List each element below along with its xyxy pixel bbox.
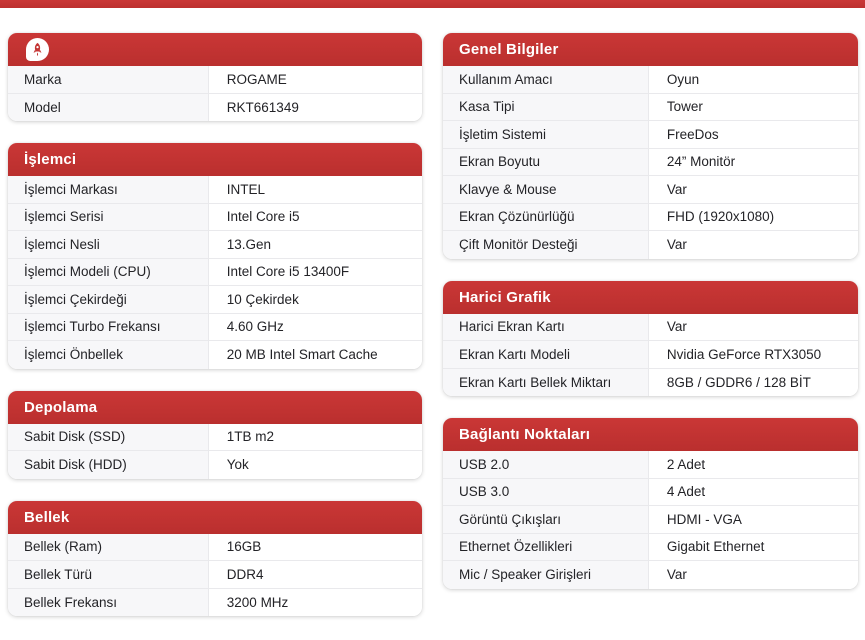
spec-value: 20 MB Intel Smart Cache bbox=[209, 341, 422, 369]
spec-table-memory bbox=[8, 501, 422, 617]
spec-label: Marka bbox=[8, 66, 209, 93]
spec-label: Bellek Frekansı bbox=[8, 589, 209, 617]
table-row bbox=[8, 451, 422, 479]
spec-value: Yok bbox=[209, 451, 422, 479]
spec-value: Nvidia GeForce RTX3050 bbox=[649, 341, 858, 368]
section-title: İşlemci bbox=[24, 151, 77, 168]
spec-value: 3200 MHz bbox=[209, 589, 422, 617]
section-title: Depolama bbox=[24, 398, 98, 416]
section-title: Harici Grafik bbox=[459, 288, 551, 306]
spec-value: HDMI - VGA bbox=[649, 506, 858, 533]
left-column bbox=[8, 33, 422, 638]
spec-label: Model bbox=[8, 94, 209, 122]
spec-value: Var bbox=[649, 314, 858, 341]
spec-table-brand bbox=[8, 33, 422, 121]
table-row bbox=[8, 424, 422, 452]
spec-label: Sabit Disk (SSD) bbox=[8, 424, 209, 451]
spec-label: Çift Monitör Desteği bbox=[443, 231, 649, 259]
brand-table-header bbox=[8, 33, 422, 66]
spec-value: Var bbox=[649, 176, 858, 203]
spec-table-processor bbox=[8, 143, 422, 369]
table-row bbox=[8, 561, 422, 589]
section-header bbox=[443, 281, 858, 314]
table-row bbox=[8, 314, 422, 342]
table-row bbox=[443, 341, 858, 369]
section-title: Genel Bilgiler bbox=[459, 41, 559, 58]
spec-label: USB 2.0 bbox=[443, 451, 649, 478]
table-row bbox=[8, 341, 422, 369]
spec-label: Mic / Speaker Girişleri bbox=[443, 561, 649, 589]
spec-value: ROGAME bbox=[209, 66, 422, 93]
section-title: Bellek bbox=[24, 508, 70, 526]
spec-value: Intel Core i5 bbox=[209, 204, 422, 231]
spec-label: Ethernet Özellikleri bbox=[443, 534, 649, 561]
top-accent-bar bbox=[0, 0, 865, 8]
table-row bbox=[8, 94, 422, 122]
section-header bbox=[443, 418, 858, 451]
table-row bbox=[443, 369, 858, 397]
spec-label: İşletim Sistemi bbox=[443, 121, 649, 148]
spec-value: 2 Adet bbox=[649, 451, 858, 478]
rocket-logo-icon bbox=[26, 38, 49, 61]
spec-value: FreeDos bbox=[649, 121, 858, 148]
spec-value: 13.Gen bbox=[209, 231, 422, 258]
table-row bbox=[8, 231, 422, 259]
spec-label: İşlemci Serisi bbox=[8, 204, 209, 231]
table-row bbox=[443, 66, 858, 94]
table-row bbox=[8, 286, 422, 314]
spec-value: 8GB / GDDR6 / 128 BİT bbox=[649, 369, 858, 397]
spec-label: İşlemci Çekirdeği bbox=[8, 286, 209, 313]
spec-label: Harici Ekran Kartı bbox=[443, 314, 649, 341]
spec-value: 1TB m2 bbox=[209, 424, 422, 451]
section-title: Bağlantı Noktaları bbox=[459, 426, 591, 443]
spec-table-general bbox=[443, 33, 858, 259]
table-row bbox=[443, 176, 858, 204]
table-row bbox=[443, 149, 858, 177]
table-row bbox=[443, 231, 858, 259]
spec-label: Ekran Boyutu bbox=[443, 149, 649, 176]
table-row bbox=[443, 121, 858, 149]
spec-value: Oyun bbox=[649, 66, 858, 93]
spec-value: 24” Monitör bbox=[649, 149, 858, 176]
spec-label: Bellek Türü bbox=[8, 561, 209, 588]
spec-label: Ekran Kartı Bellek Miktarı bbox=[443, 369, 649, 397]
spec-value: RKT661349 bbox=[209, 94, 422, 122]
right-column bbox=[443, 33, 858, 611]
table-row bbox=[443, 479, 858, 507]
table-row bbox=[443, 534, 858, 562]
table-row bbox=[8, 204, 422, 232]
table-row bbox=[443, 506, 858, 534]
spec-value: Tower bbox=[649, 94, 858, 121]
table-row bbox=[8, 66, 422, 94]
section-header bbox=[8, 143, 422, 176]
table-row bbox=[443, 314, 858, 342]
spec-table-graphics bbox=[443, 281, 858, 397]
spec-value: Gigabit Ethernet bbox=[649, 534, 858, 561]
spec-label: Klavye & Mouse bbox=[443, 176, 649, 203]
table-row bbox=[8, 534, 422, 562]
spec-label: İşlemci Nesli bbox=[8, 231, 209, 258]
section-header bbox=[8, 501, 422, 534]
spec-value: Var bbox=[649, 231, 858, 259]
table-row bbox=[443, 561, 858, 589]
section-header bbox=[443, 33, 858, 66]
spec-value: Var bbox=[649, 561, 858, 589]
spec-value: INTEL bbox=[209, 176, 422, 203]
spec-label: Ekran Çözünürlüğü bbox=[443, 204, 649, 231]
spec-label: İşlemci Önbellek bbox=[8, 341, 209, 369]
spec-value: FHD (1920x1080) bbox=[649, 204, 858, 231]
spec-label: İşlemci Modeli (CPU) bbox=[8, 259, 209, 286]
spec-label: Kasa Tipi bbox=[443, 94, 649, 121]
spec-label: Bellek (Ram) bbox=[8, 534, 209, 561]
section-header bbox=[8, 391, 422, 424]
spec-label: USB 3.0 bbox=[443, 479, 649, 506]
spec-table-storage bbox=[8, 391, 422, 479]
table-row bbox=[8, 259, 422, 287]
spec-value: 4.60 GHz bbox=[209, 314, 422, 341]
spec-value: DDR4 bbox=[209, 561, 422, 588]
spec-value: 16GB bbox=[209, 534, 422, 561]
table-row bbox=[443, 204, 858, 232]
spec-value: 10 Çekirdek bbox=[209, 286, 422, 313]
table-row bbox=[8, 589, 422, 617]
spec-label: Kullanım Amacı bbox=[443, 66, 649, 93]
table-row bbox=[8, 176, 422, 204]
spec-table-ports bbox=[443, 418, 858, 589]
spec-label: Sabit Disk (HDD) bbox=[8, 451, 209, 479]
spec-value: Intel Core i5 13400F bbox=[209, 259, 422, 286]
spec-label: İşlemci Markası bbox=[8, 176, 209, 203]
spec-label: İşlemci Turbo Frekansı bbox=[8, 314, 209, 341]
spec-value: 4 Adet bbox=[649, 479, 858, 506]
table-row bbox=[443, 94, 858, 122]
spec-label: Ekran Kartı Modeli bbox=[443, 341, 649, 368]
spec-label: Görüntü Çıkışları bbox=[443, 506, 649, 533]
table-row bbox=[443, 451, 858, 479]
